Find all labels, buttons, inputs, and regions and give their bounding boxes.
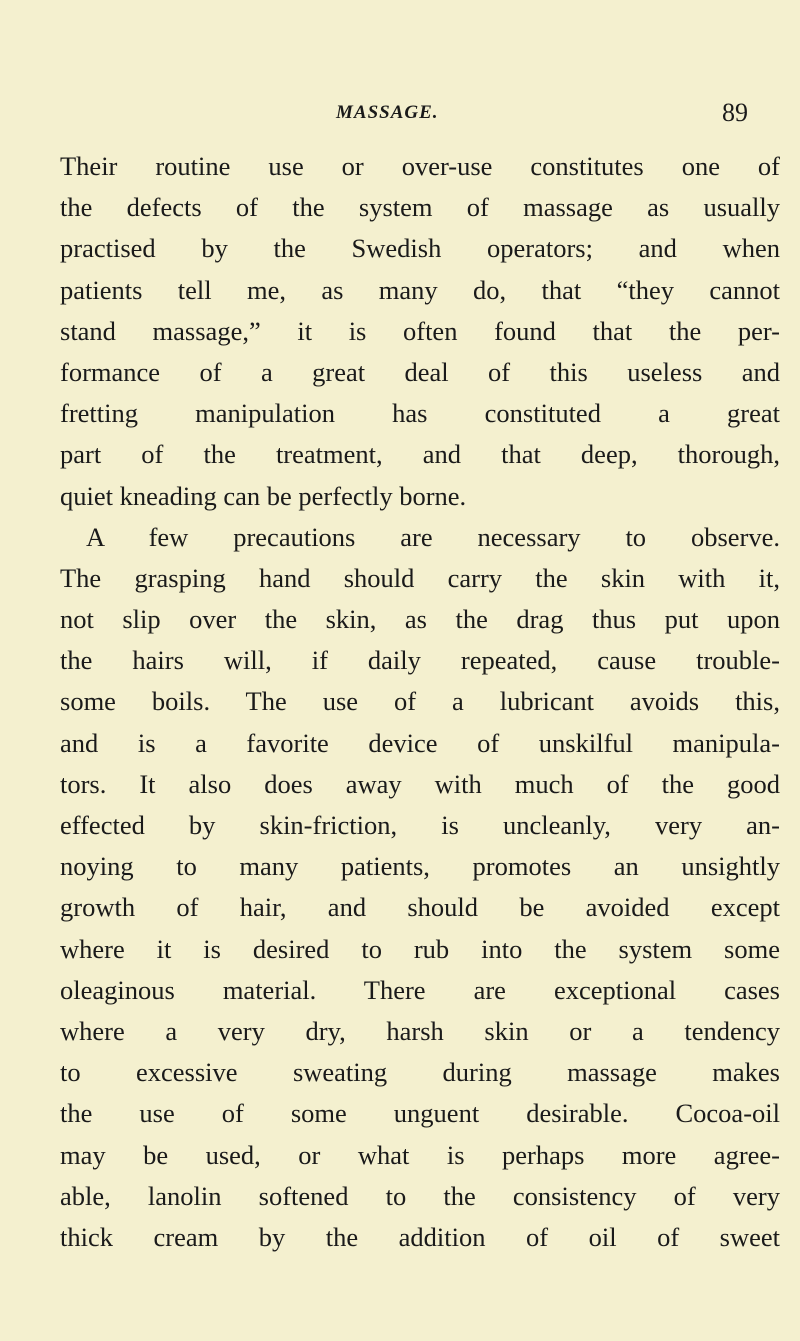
text-line: tors. It also does away with much of the good [60, 768, 780, 799]
text-line: noying to many patients, promotes an unsightly [60, 851, 780, 882]
running-head [0, 96, 800, 136]
text-line: the use of some unguent desirable. Cocoa-oil [60, 1098, 780, 1129]
text-line: quiet kneading can be perfectly borne. [60, 480, 467, 511]
text-line: stand massage,” it is often found that the per- [60, 315, 780, 346]
text-line: oleaginous material. There are exceptional cases [60, 974, 780, 1005]
text-line: able, lanolin softened to the consistency of very [60, 1180, 780, 1211]
text-line: some boils. The use of a lubricant avoids this, [60, 686, 780, 717]
text-line: the hairs will, if daily repeated, cause trouble- [60, 645, 780, 676]
text-line: formance of a great deal of this useless and [60, 356, 780, 387]
page-number: 89 [722, 98, 748, 127]
running-title: MASSAGE. [336, 102, 439, 123]
text-line: to excessive sweating during massage makes [60, 1057, 780, 1088]
text-line: thick cream by the addition of oil of sweet [60, 1221, 780, 1252]
text-line: may be used, or what is perhaps more agree- [60, 1139, 780, 1170]
text-line: effected by skin-friction, is uncleanly, very an- [60, 810, 780, 840]
text-line: The grasping hand should carry the skin with it, [60, 562, 780, 593]
text-line: growth of hair, and should be avoided except [60, 892, 780, 923]
text-line: Their routine use or over-use constitutes one of [60, 151, 780, 181]
text-line: the defects of the system of massage as usually [60, 192, 780, 223]
text-line: fretting manipulation has constituted a great [60, 398, 780, 429]
text-line: patients tell me, as many do, that “they cannot [60, 274, 780, 305]
text-line: A few precautions are necessary to observe. [86, 521, 780, 552]
text-line: part of the treatment, and that deep, thorough, [60, 439, 780, 470]
text-line: where it is desired to rub into the system some [60, 933, 780, 964]
text-line: practised by the Swedish operators; and when [60, 233, 780, 264]
text-line: not slip over the skin, as the drag thus put upon [60, 604, 780, 635]
text-line: and is a favorite device of unskilful manipula- [60, 727, 780, 758]
body-text [60, 146, 780, 1258]
text-line: where a very dry, harsh skin or a tendency [60, 1015, 780, 1046]
